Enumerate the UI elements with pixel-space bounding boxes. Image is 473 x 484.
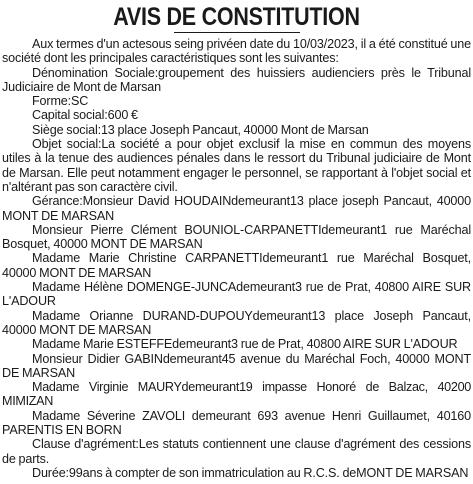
manager-paragraph: Madame Hélène DOMENGE-JUNCAdemeurant3 rue de Prat, 40800 AIRE SUR L'ADOUR	[2, 280, 471, 309]
head-office-paragraph: Siège social:13 place Joseph Pancaut, 40000 Mont de Marsan	[32, 122, 369, 137]
company-name-paragraph: Dénomination Sociale:groupement des huissiers audienciers près le Tribunal Judiciaire de Mont de Marsan	[2, 65, 471, 94]
approval-clause-paragraph: Clause d'agrément:Les statuts contiennent une clause d'agrément des cessions de parts.	[2, 437, 471, 466]
manager-paragraph: Madame Orianne DURAND-DUPOUYdemeurant13 place Joseph Pancaut, 40000 MONT DE MARSAN	[2, 308, 471, 337]
manager-paragraph: Madame Virginie MAURYdemeurant19 impasse Honoré de Balzac, 40200 MIMIZAN	[2, 380, 471, 409]
legal-form-paragraph: Forme:SC	[32, 94, 89, 109]
capital-paragraph: Capital social:600 €	[32, 108, 138, 123]
manager-paragraph: Monsieur Didier GABINdemeurant45 avenue du Maréchal Foch, 40000 MONT DE MARSAN	[2, 351, 471, 380]
title-underline	[174, 32, 300, 33]
duration-paragraph: Durée:99ans à compter de son immatriculation au R.C.S. deMONT DE MARSAN	[32, 465, 469, 480]
manager-paragraph: Madame Marie ESTEFFEdemeurant3 rue de Prat, 40800 AIRE SUR L'ADOUR	[32, 337, 458, 352]
manager-paragraph: Monsieur Pierre Clément BOUNIOL-CARPANETTIdemeurant1 rue Maréchal Bosquet, 40000 MONT DE MARSAN	[2, 222, 471, 252]
management-paragraph: Gérance:Monsieur David HOUDAINdemeurant13 place joseph Pancaut, 40000 MONT DE MARSAN	[2, 194, 471, 223]
manager-paragraph: Madame Séverine ZAVOLI demeurant 693 avenue Henri Guillaumet, 40160 PARENTIS EN BORN	[2, 408, 471, 438]
notice-title: AVIS DE CONSTITUTION	[113, 3, 360, 31]
manager-paragraph: Madame Marie Christine CARPANETTIdemeurant1 rue Maréchal Bosquet, 40000 MONT DE MARSAN	[2, 251, 471, 280]
corporate-purpose-paragraph: Objet social:La société a pour objet exclusif la mise en commun des moyens utiles à la tenue des audiences pénales dans le ressort du Tribunal judiciaire de Mont de Marsan. Elle peut notamment engager le personnel, se rapportant à l'objet social et n'altérant pas son caractère civil.	[2, 137, 471, 194]
intro-paragraph: Aux termes d'un actesous seing privéen date du 10/03/2023, il a été constitué une société dont les principales caractéristiques sont les suivantes:	[2, 37, 471, 66]
